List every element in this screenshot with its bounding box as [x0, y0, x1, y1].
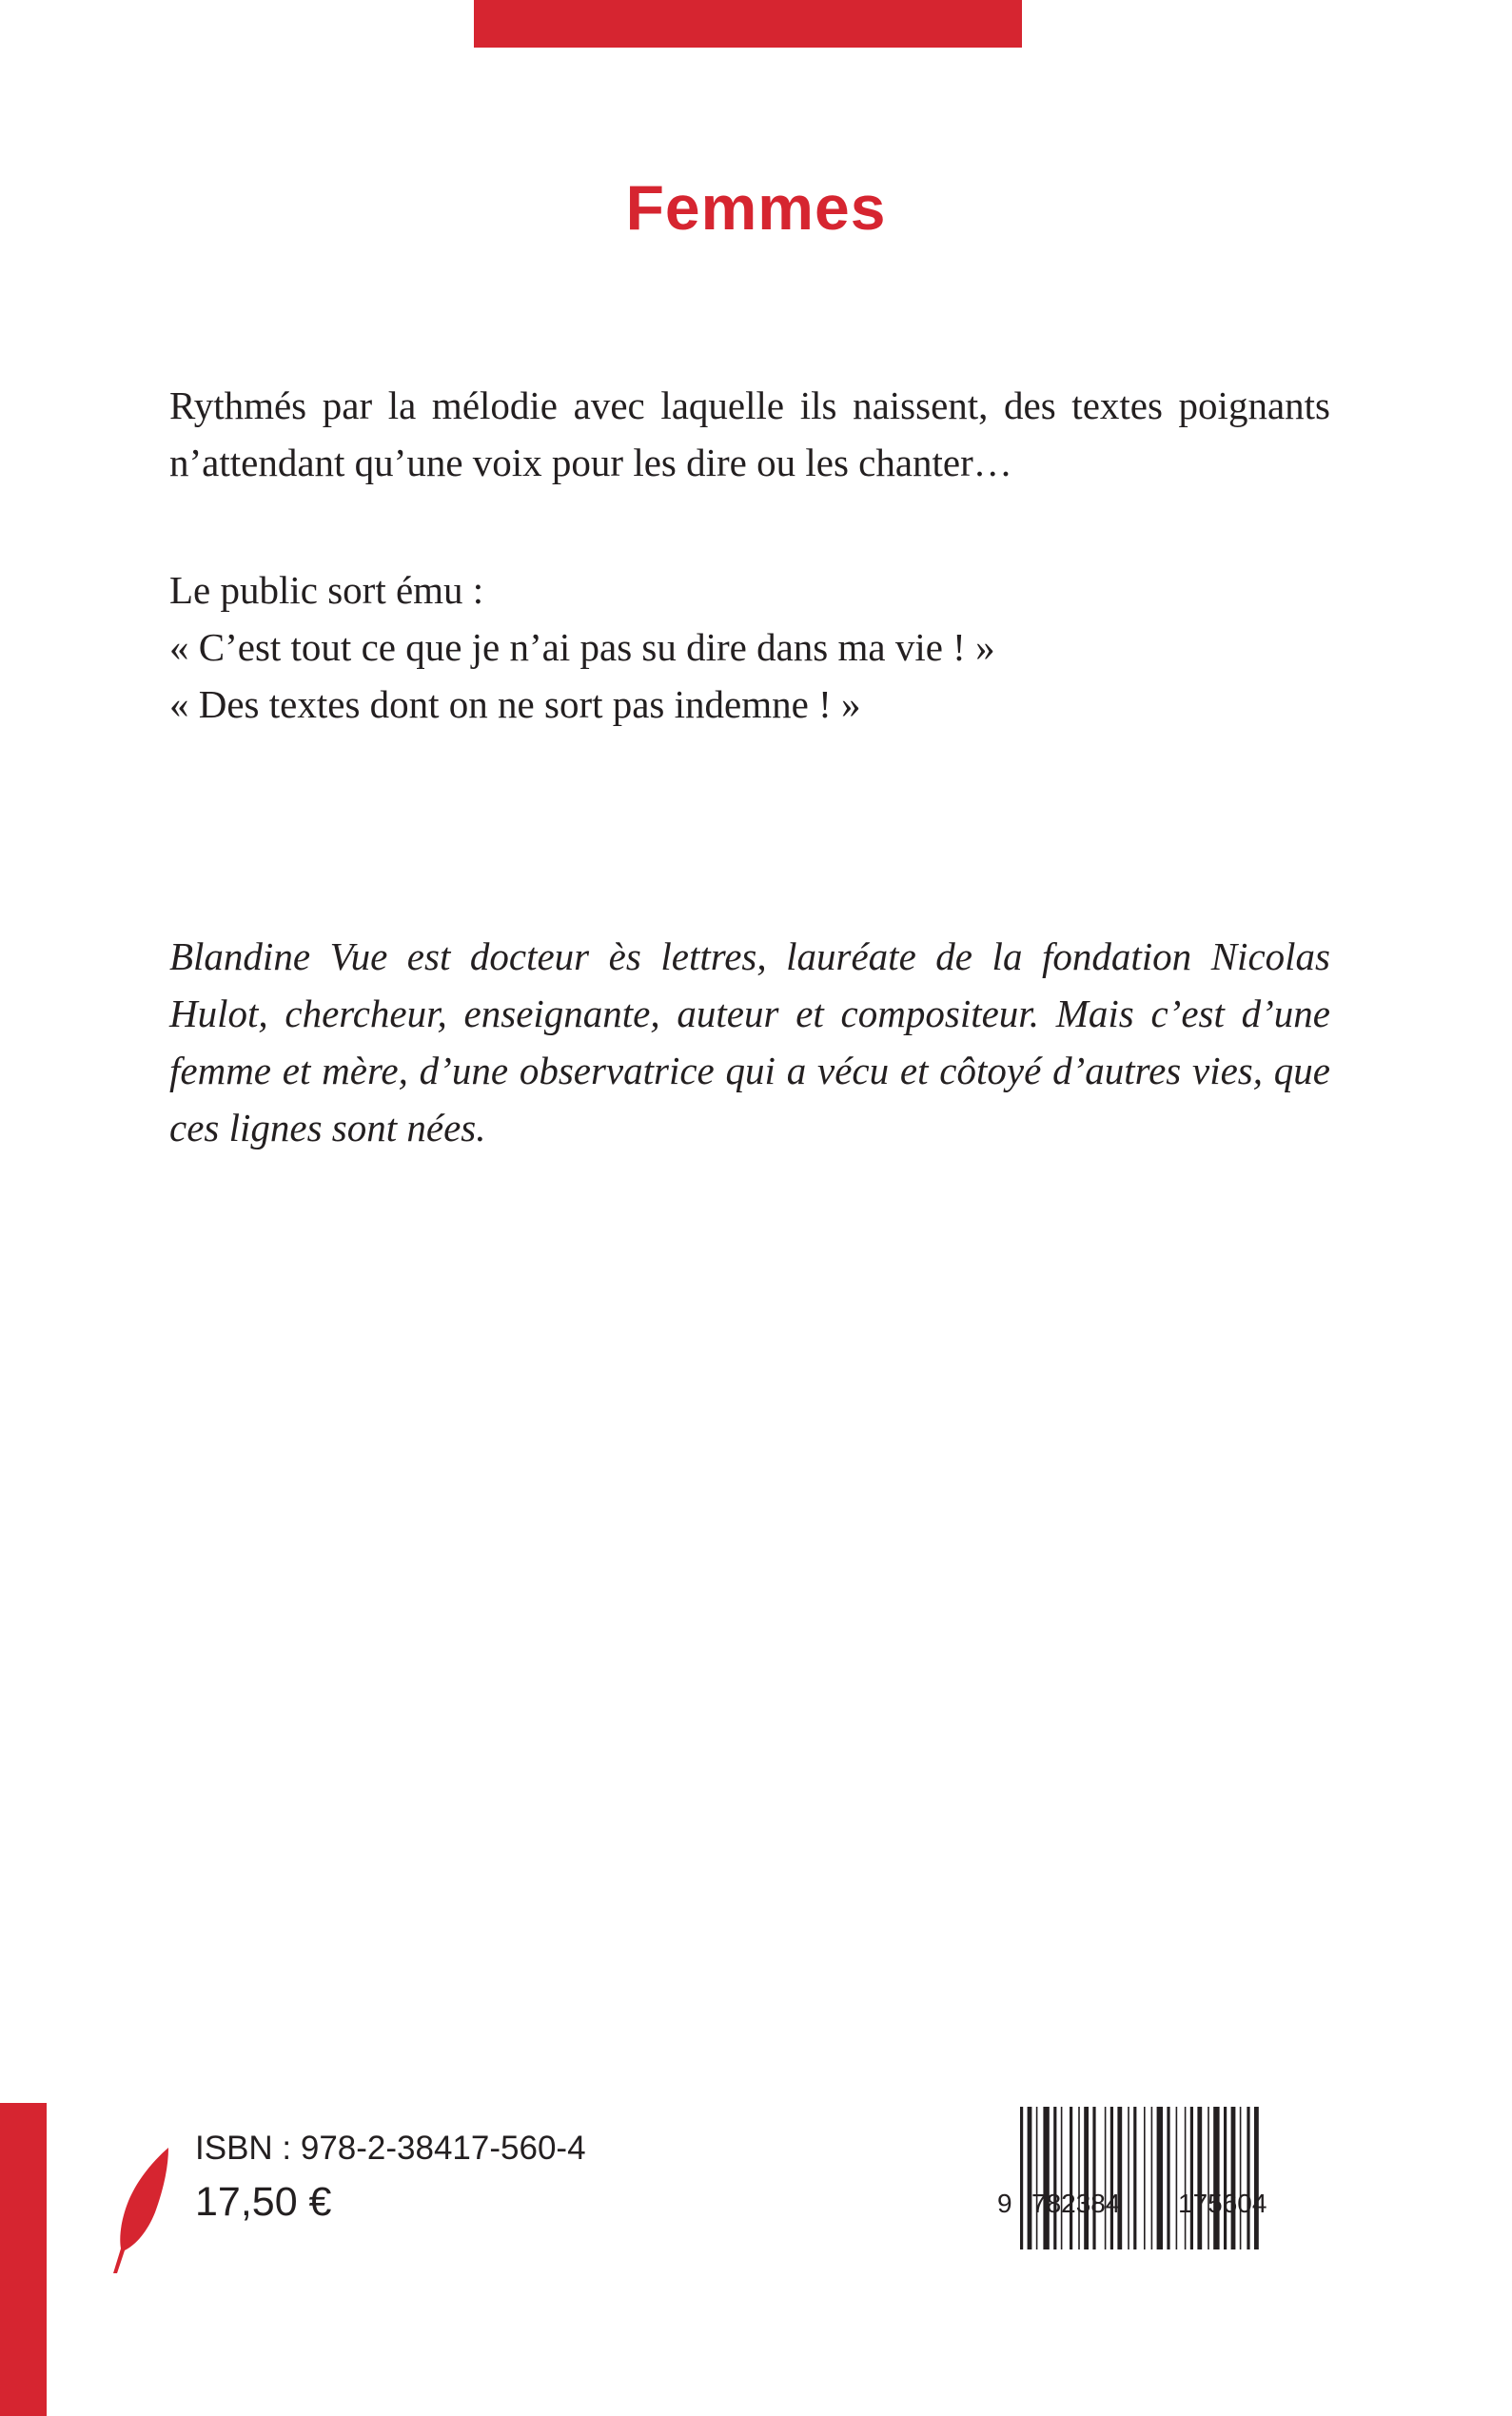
barcode-left-group: 782384: [1031, 2189, 1121, 2218]
book-title: Femmes: [625, 172, 887, 243]
barcode-right-group: 175604: [1178, 2189, 1267, 2218]
reaction-block: [169, 561, 1330, 733]
isbn: ISBN : 978-2-38417-560-4: [195, 2130, 586, 2167]
reaction-quote: « Des textes dont on ne sort pas indemne ! »: [169, 682, 861, 726]
side-accent-bar: [0, 2103, 47, 2416]
feather-icon: [109, 2146, 176, 2274]
price: 17,50 €: [195, 2179, 332, 2225]
blurb-paragraph: [169, 377, 1330, 491]
author-bio-text: Blandine Vue est docteur ès lettres, lauréate de la fondation Nicolas Hulot, chercheur, enseignante, auteur et compositeur. Mais c’est d’une femme et mère, d’une observatrice qui a vécu et côtoyé d’autres vies, que ces lignes sont nées.: [169, 934, 1330, 1149]
barcode-first-digit: 9: [997, 2189, 1012, 2218]
reaction-intro: Le public sort ému :: [169, 568, 484, 612]
author-bio: [169, 928, 1330, 1156]
reaction-quote: « C’est tout ce que je n’ai pas su dire dans ma vie ! »: [169, 625, 995, 669]
top-accent-bar: [474, 0, 1022, 48]
blurb-text: Rythmés par la mélodie avec laquelle ils naissent, des textes poignants n’attendant qu’une voix pour les dire ou les chanter…: [169, 383, 1330, 484]
